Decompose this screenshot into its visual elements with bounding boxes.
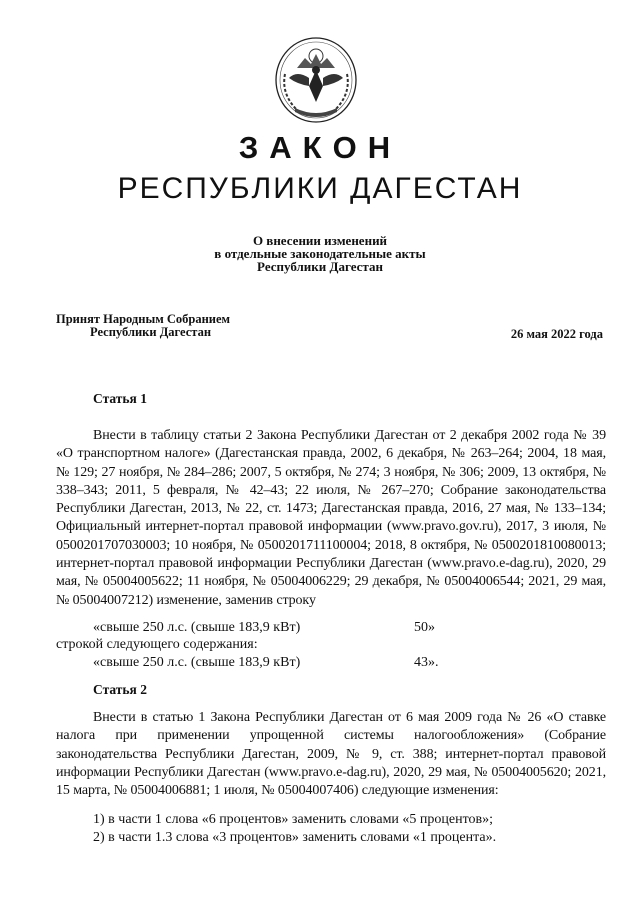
article-1-heading: Статья 1	[93, 391, 147, 406]
subject-line: О внесении изменений	[252, 233, 388, 248]
subject-line: Республики Дагестан	[257, 259, 383, 274]
old-row-value: 50»	[414, 620, 435, 635]
document-type-title: ЗАКОН	[238, 130, 402, 165]
old-row-text: «свыше 250 л.с. (свыше 183,9 кВт)	[93, 620, 301, 635]
adoption-line: Принят Народным Собранием	[56, 312, 231, 326]
republic-title: РЕСПУБЛИКИ ДАГЕСТАН	[117, 172, 523, 205]
adoption-info	[56, 313, 230, 339]
replacement-connector: строкой следующего содержания:	[56, 637, 258, 652]
law-subject	[0, 234, 640, 273]
new-row-value: 43».	[414, 655, 439, 670]
old-table-row	[56, 620, 606, 638]
coat-of-arms-eagle-icon	[271, 34, 361, 126]
article-1-text: Внести в таблицу статьи 2 Закона Республики Дагестан от 2 декабря 2002 года № 39 «О транспортном налоге» (Дагестанская правда, 2002, 6 декабря, № 263–264; 2004, 18 мая, № 129; 27 ноября, № 284–286; 2007, 5 октября, № 274; 3 ноября, № 306; 2009, 13 октября, № 338–343; 2011, 5 февраля, № 42–43; 22 июля, № 267–270; Собрание законодательства Республики Дагестан, 2013, № 22, ст. 1473; Дагестанская правда, 2016, 27 мая, № 133–134; Официальный интернет-портал правовой информации (www.pravo.gov.ru), 2017, 3 июля, № 0500201707030003; 10 ноября, № 0500201711100004; 2018, 8 октября, № 0500201810080013; интернет-портал правовой информации Республики Дагестан (www.pravo.e-dag.ru), 2020, 29 мая, № 05004005622; 11 ноября, № 05004006229; 29 декабря, № 05004006544; 2021, 29 мая, № 05004007212) изменение, заменив строку	[56, 428, 606, 608]
article-2-text: Внести в статью 1 Закона Республики Дагестан от 6 мая 2009 года № 26 «О ставке налога при применении упрощенной системы налогообложения» (Собрание законодательства Республики Дагестан, 2009, № 9, ст. 388; интернет-портал правовой информации Республики Дагестан (www.pravo.e-dag.ru), 2020, 29 мая, № 05004005620; 2021, 15 марта, № 05004006881; 1 июля, № 05004007406) следующие изменения:	[56, 710, 606, 799]
adoption-date: 26 мая 2022 года	[510, 327, 603, 341]
article-2-heading: Статья 2	[93, 682, 147, 697]
adoption-line: Республики Дагестан	[90, 325, 212, 339]
new-row-text: «свыше 250 л.с. (свыше 183,9 кВт)	[93, 655, 301, 670]
new-table-row	[56, 655, 606, 673]
article-2-item-1: 1) в части 1 слова «6 процентов» заменить словами «5 процентов»;	[93, 812, 494, 827]
article-2-item-2: 2) в части 1.3 слова «3 процентов» заменить словами «1 процента».	[93, 830, 497, 845]
subject-line: в отдельные законодательные акты	[214, 246, 426, 261]
